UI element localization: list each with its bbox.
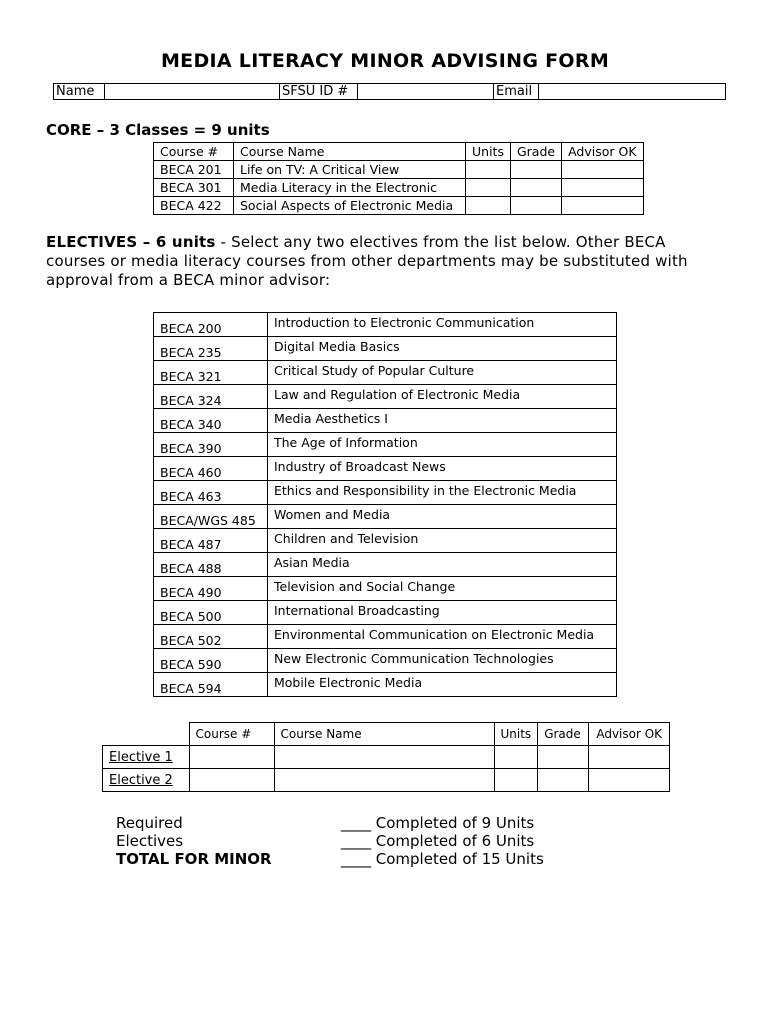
table-row	[154, 505, 617, 529]
course-name: Social Aspects of Electronic Media	[234, 197, 466, 215]
col-header-units: Units	[466, 143, 511, 161]
grade-cell[interactable]	[510, 179, 561, 197]
units-cell[interactable]	[466, 197, 511, 215]
elective-2-label: Elective 2	[103, 769, 190, 792]
course-number-cell[interactable]	[189, 746, 274, 769]
course-code: BECA 463	[154, 481, 268, 505]
empty-corner-cell	[103, 723, 190, 746]
units-cell[interactable]	[466, 179, 511, 197]
course-code: BECA 500	[154, 601, 268, 625]
summary-row-total	[116, 850, 544, 868]
course-name: Digital Media Basics	[268, 337, 617, 361]
course-code: BECA/WGS 485	[154, 505, 268, 529]
course-name: Media Aesthetics I	[268, 409, 617, 433]
course-name: Media Literacy in the Electronic	[234, 179, 466, 197]
col-header-course-name: Course Name	[274, 723, 494, 746]
col-header-grade: Grade	[538, 723, 589, 746]
advisor-ok-cell[interactable]	[562, 179, 643, 197]
core-heading: CORE – 3 Classes = 9 units	[46, 121, 270, 139]
course-name: Asian Media	[268, 553, 617, 577]
col-header-course-name: Course Name	[234, 143, 466, 161]
page-title: MEDIA LITERACY MINOR ADVISING FORM	[160, 50, 610, 72]
table-row	[154, 481, 617, 505]
summary-value: ____ Completed of 6 Units	[341, 832, 535, 850]
elective-1-label: Elective 1	[103, 746, 190, 769]
table-row	[154, 433, 617, 457]
course-name-cell[interactable]	[274, 746, 494, 769]
table-row	[154, 529, 617, 553]
course-name: Introduction to Electronic Communication	[268, 313, 617, 337]
course-name: Environmental Communication on Electronic Media	[268, 625, 617, 649]
sfsu-id-label: SFSU ID #	[280, 84, 358, 100]
table-row	[154, 361, 617, 385]
table-row	[154, 197, 644, 215]
units-cell[interactable]	[466, 161, 511, 179]
table-row	[154, 457, 617, 481]
table-row	[154, 337, 617, 361]
col-header-advisor-ok: Advisor OK	[589, 723, 670, 746]
grade-cell[interactable]	[538, 769, 589, 792]
course-code: BECA 235	[154, 337, 268, 361]
elective-record-table	[102, 722, 670, 792]
summary-value: ____ Completed of 9 Units	[341, 814, 535, 832]
summary-label: Electives	[116, 832, 184, 850]
course-name: New Electronic Communication Technologies	[268, 649, 617, 673]
course-code: BECA 594	[154, 673, 268, 697]
student-info-table	[53, 83, 726, 100]
course-code: BECA 422	[154, 197, 234, 215]
table-row	[154, 313, 617, 337]
table-row	[154, 409, 617, 433]
course-name: International Broadcasting	[268, 601, 617, 625]
course-name: Television and Social Change	[268, 577, 617, 601]
email-label: Email	[494, 84, 539, 100]
units-cell[interactable]	[494, 769, 538, 792]
course-code: BECA 200	[154, 313, 268, 337]
course-name: The Age of Information	[268, 433, 617, 457]
course-code: BECA 321	[154, 361, 268, 385]
course-code: BECA 324	[154, 385, 268, 409]
summary-row-required	[116, 814, 544, 832]
col-header-course-number: Course #	[189, 723, 274, 746]
table-row	[154, 385, 617, 409]
electives-instructions: - Select any two electives from the list below. Other BECA courses or media literacy courses from other departments may be substituted with approval from a BECA minor advisor:	[46, 233, 688, 289]
course-code: BECA 390	[154, 433, 268, 457]
grade-cell[interactable]	[538, 746, 589, 769]
course-code: BECA 502	[154, 625, 268, 649]
advisor-ok-cell[interactable]	[562, 197, 643, 215]
course-code: BECA 490	[154, 577, 268, 601]
grade-cell[interactable]	[510, 161, 561, 179]
summary-label: TOTAL FOR MINOR	[116, 850, 272, 868]
table-row	[154, 673, 617, 697]
col-header-course-number: Course #	[154, 143, 234, 161]
col-header-units: Units	[494, 723, 538, 746]
name-label: Name	[54, 84, 105, 100]
email-field[interactable]	[539, 84, 726, 100]
course-code: BECA 487	[154, 529, 268, 553]
electives-list-table	[153, 312, 617, 697]
table-row	[154, 601, 617, 625]
col-header-advisor-ok: Advisor OK	[562, 143, 643, 161]
grade-cell[interactable]	[510, 197, 561, 215]
table-row	[154, 553, 617, 577]
table-row	[154, 625, 617, 649]
course-name: Children and Television	[268, 529, 617, 553]
table-row	[103, 746, 670, 769]
core-header-row	[154, 143, 644, 161]
course-code: BECA 460	[154, 457, 268, 481]
table-row	[154, 577, 617, 601]
course-name-cell[interactable]	[274, 769, 494, 792]
table-row	[154, 649, 617, 673]
col-header-grade: Grade	[510, 143, 561, 161]
sfsu-id-field[interactable]	[358, 84, 494, 100]
advisor-ok-cell[interactable]	[589, 769, 670, 792]
course-code: BECA 340	[154, 409, 268, 433]
electives-heading: ELECTIVES – 6 units	[46, 233, 216, 251]
table-row	[154, 161, 644, 179]
name-field[interactable]	[105, 84, 280, 100]
course-code: BECA 201	[154, 161, 234, 179]
course-code: BECA 590	[154, 649, 268, 673]
table-row	[103, 769, 670, 792]
units-cell[interactable]	[494, 746, 538, 769]
record-header-row	[103, 723, 670, 746]
summary-value: ____ Completed of 15 Units	[341, 850, 544, 868]
course-name: Women and Media	[268, 505, 617, 529]
electives-description	[46, 233, 726, 290]
units-summary	[116, 814, 544, 868]
course-name: Ethics and Responsibility in the Electronic Media	[268, 481, 617, 505]
course-code: BECA 488	[154, 553, 268, 577]
summary-label: Required	[116, 814, 183, 832]
table-row	[154, 179, 644, 197]
summary-row-electives	[116, 832, 544, 850]
course-code: BECA 301	[154, 179, 234, 197]
advisor-ok-cell[interactable]	[562, 161, 643, 179]
course-name: Critical Study of Popular Culture	[268, 361, 617, 385]
course-name: Mobile Electronic Media	[268, 673, 617, 697]
advisor-ok-cell[interactable]	[589, 746, 670, 769]
course-name: Industry of Broadcast News	[268, 457, 617, 481]
course-number-cell[interactable]	[189, 769, 274, 792]
course-name: Life on TV: A Critical View	[234, 161, 466, 179]
core-courses-table	[153, 142, 644, 215]
course-name: Law and Regulation of Electronic Media	[268, 385, 617, 409]
